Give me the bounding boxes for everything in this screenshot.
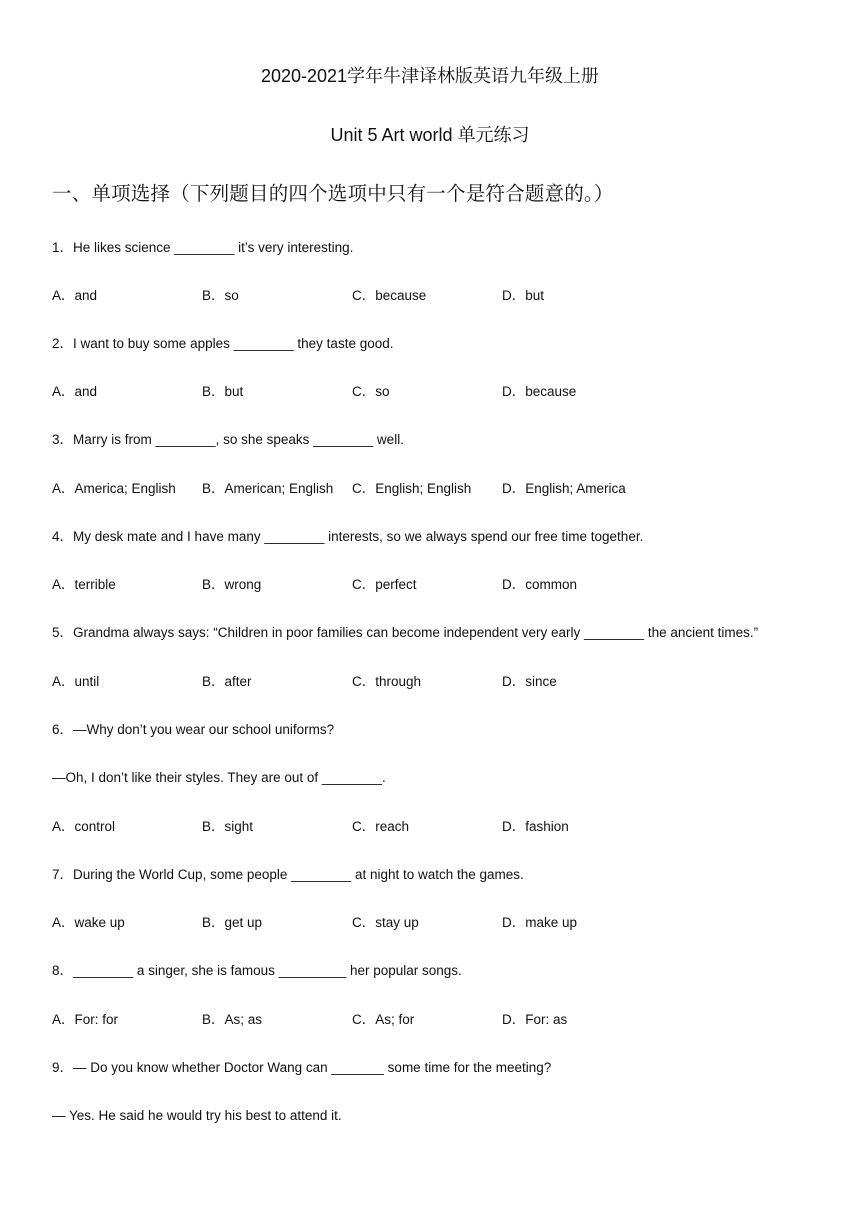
question-3-stem: 3．Marry is from ________, so she speaks ________ well. xyxy=(52,432,404,447)
question-9-reply: — Yes. He said he would try his best to attend it. xyxy=(52,1108,342,1123)
question-1-option-d[interactable]: D．but xyxy=(502,288,545,303)
question-7-options xyxy=(52,914,772,932)
question-5-option-a[interactable]: A．until xyxy=(52,674,100,689)
question-1-options xyxy=(52,287,772,305)
question-1-option-b[interactable]: B．so xyxy=(202,288,239,303)
document-title: 2020-2021学年牛津译林版英语九年级上册 xyxy=(260,66,600,86)
question-2-option-d[interactable]: D．because xyxy=(502,384,577,399)
question-1-option-a[interactable]: A．and xyxy=(52,288,98,303)
question-4-options xyxy=(52,576,772,594)
question-6-options xyxy=(52,818,772,836)
question-6-option-b[interactable]: B．sight xyxy=(202,819,254,834)
question-4-stem: 4．My desk mate and I have many ________ interests, so we always spend our free time together. xyxy=(52,529,644,544)
question-6-stem: 6．—Why don’t you wear our school uniforms? xyxy=(52,722,335,737)
question-3-option-b[interactable]: B．American; English xyxy=(202,481,334,496)
question-8-stem: 8．________ a singer, she is famous _________ her popular songs. xyxy=(52,963,462,978)
question-3-option-a[interactable]: A．America; English xyxy=(52,481,176,496)
question-8-option-c[interactable]: C．As; for xyxy=(352,1012,415,1027)
question-5-options xyxy=(52,673,772,691)
question-2-option-c[interactable]: C．so xyxy=(352,384,390,399)
question-2-option-b[interactable]: B．but xyxy=(202,384,244,399)
question-2-stem: 2．I want to buy some apples ________ they taste good. xyxy=(52,336,394,351)
question-1-stem: 1．He likes science ________ it’s very interesting. xyxy=(52,240,354,255)
question-8-option-d[interactable]: D．For: as xyxy=(502,1012,568,1027)
question-8-option-a[interactable]: A．For: for xyxy=(52,1012,119,1027)
question-4-option-a[interactable]: A．terrible xyxy=(52,577,116,592)
question-7-option-d[interactable]: D．make up xyxy=(502,915,578,930)
question-2-options xyxy=(52,383,772,401)
question-4-option-d[interactable]: D．common xyxy=(502,577,578,592)
question-6-option-a[interactable]: A．control xyxy=(52,819,116,834)
question-7-option-b[interactable]: B．get up xyxy=(202,915,263,930)
question-4-option-b[interactable]: B．wrong xyxy=(202,577,262,592)
question-3-option-d[interactable]: D．English; America xyxy=(502,481,626,496)
question-5-option-d[interactable]: D．since xyxy=(502,674,557,689)
question-7-option-a[interactable]: A．wake up xyxy=(52,915,125,930)
question-6-option-d[interactable]: D．fashion xyxy=(502,819,569,834)
question-6-option-c[interactable]: C．reach xyxy=(352,819,410,834)
question-9-stem: 9．— Do you know whether Doctor Wang can _______ some time for the meeting? xyxy=(52,1060,552,1075)
question-3-options xyxy=(52,480,772,498)
question-7-option-c[interactable]: C．stay up xyxy=(352,915,419,930)
question-2-option-a[interactable]: A．and xyxy=(52,384,98,399)
question-8-options xyxy=(52,1011,772,1029)
question-5-stem: 5．Grandma always says: “Children in poor families can become independent very early ________ the ancient times.” xyxy=(52,625,759,640)
section-heading: 一、单项选择（下列题目的四个选项中只有一个是符合题意的。） xyxy=(52,182,614,205)
question-8-option-b[interactable]: B．As; as xyxy=(202,1012,263,1027)
question-7-stem: 7．During the World Cup, some people ________ at night to watch the games. xyxy=(52,867,524,882)
question-4-option-c[interactable]: C．perfect xyxy=(352,577,417,592)
question-1-option-c[interactable]: C．because xyxy=(352,288,427,303)
question-5-option-c[interactable]: C．through xyxy=(352,674,422,689)
question-5-option-b[interactable]: B．after xyxy=(202,674,252,689)
question-6-reply: —Oh, I don’t like their styles. They are out of ________. xyxy=(52,770,386,785)
document-subtitle: Unit 5 Art world 单元练习 xyxy=(330,125,530,145)
question-3-option-c[interactable]: C．English; English xyxy=(352,481,472,496)
